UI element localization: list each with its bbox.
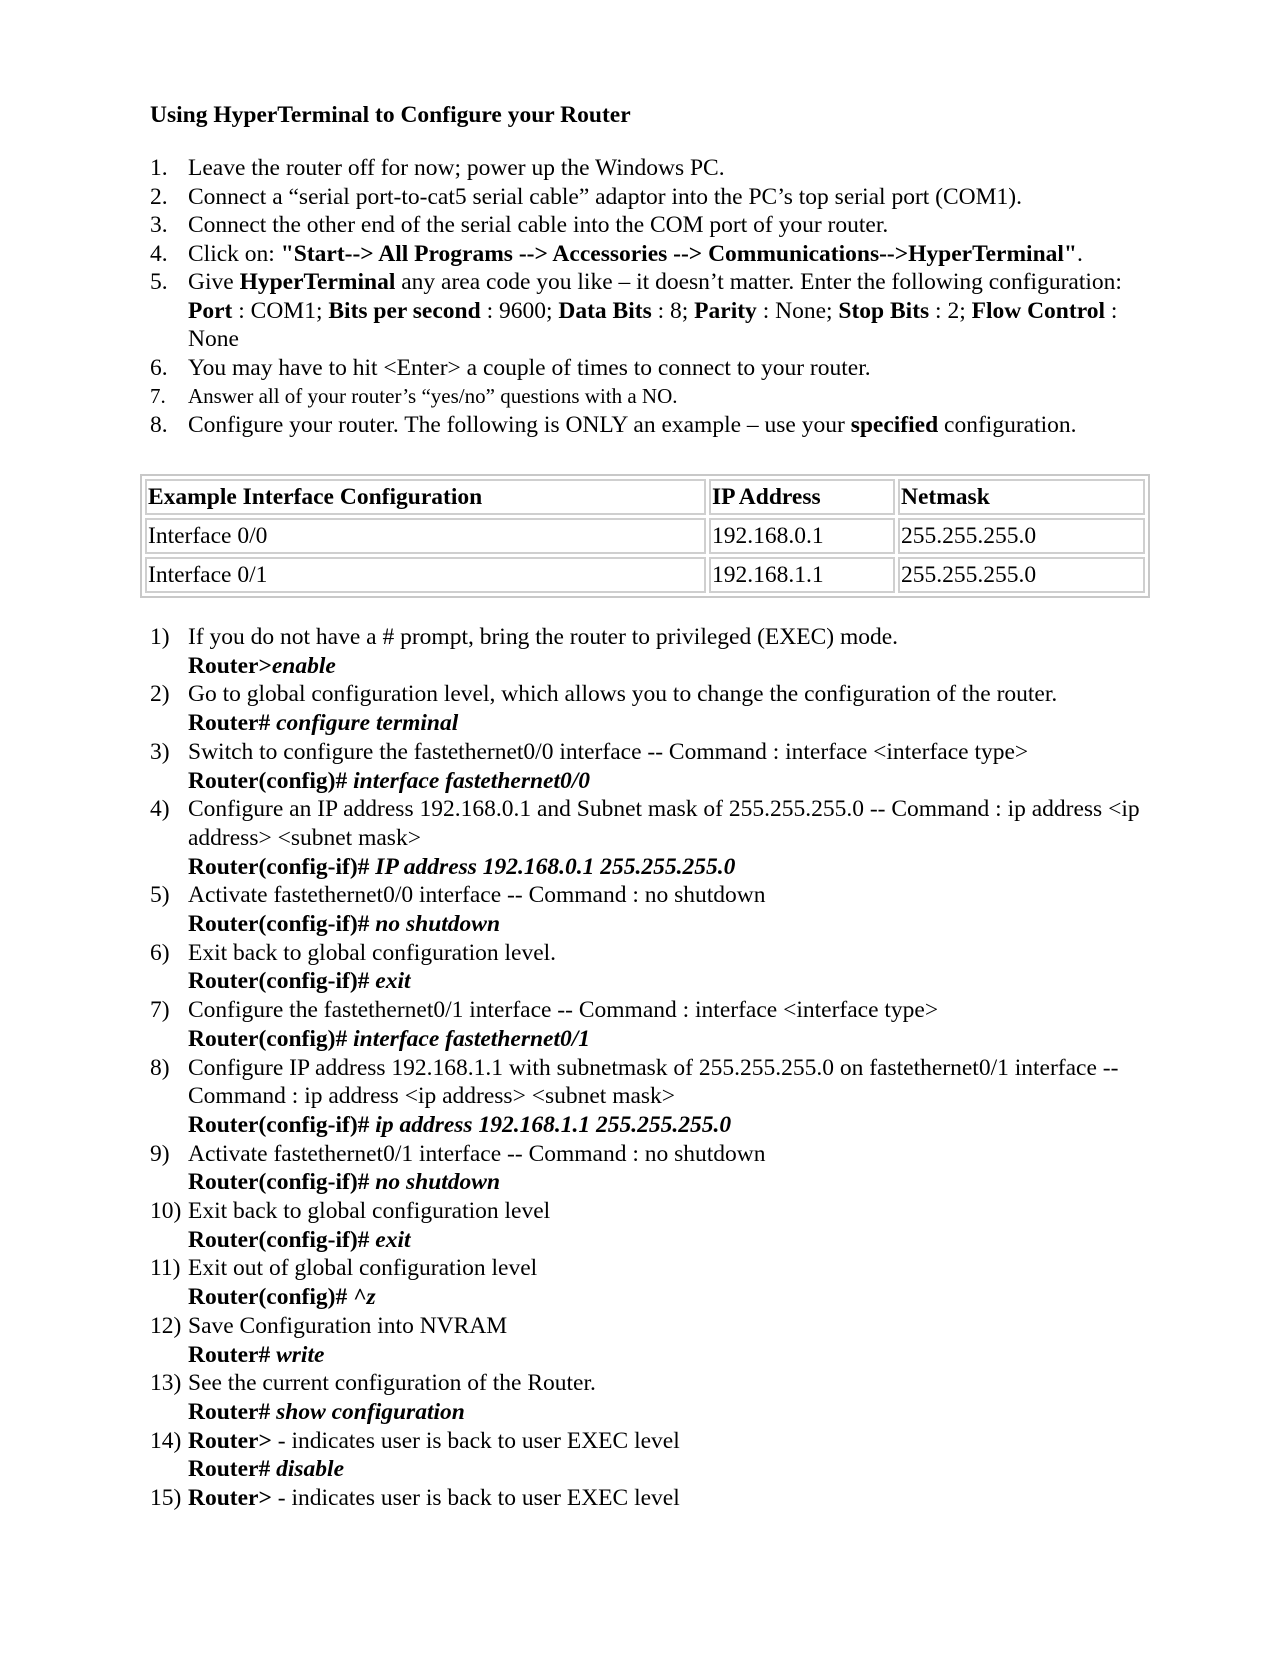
cli-command: Router(config-if)# exit xyxy=(188,968,411,995)
table-cell: Interface 0/0 xyxy=(145,518,706,554)
list-item: 3) Switch to configure the fastethernet0/0 interface -- Command : interface <interface type> Router(config)# interface fastethernet0/0 xyxy=(150,738,1150,795)
table-cell: Interface 0/1 xyxy=(145,557,706,593)
cli-command: Router>enable xyxy=(188,652,336,679)
list-item: 2. Connect a “serial port-to-cat5 serial cable” adaptor into the PC’s top serial port (COM1). xyxy=(150,183,1022,210)
list-item: 4. Click on: "Start--> All Programs --> Accessories --> Communications-->HyperTerminal". xyxy=(150,240,1083,267)
list-item: 5. Give HyperTerminal any area code you like – it doesn’t matter. Enter the following configuration: Port : COM1; Bits per second : 9600; Data Bits : 8; Parity : None; Stop Bits : 2; Flow Control : None xyxy=(150,269,1122,352)
table-cell: 192.168.1.1 xyxy=(709,557,895,593)
list-item: 5) Activate fastethernet0/0 interface -- Command : no shutdown Router(config-if)# no shutdown xyxy=(150,881,1150,938)
table-cell: 255.255.255.0 xyxy=(898,557,1145,593)
list-item: 11) Exit out of global configuration level Router(config)# ^z xyxy=(150,1254,1150,1311)
table-header-cell: IP Address xyxy=(709,479,895,515)
table-cell: 192.168.0.1 xyxy=(709,518,895,554)
cli-command: Router# configure terminal xyxy=(188,710,459,737)
cli-command: Router# show configuration xyxy=(188,1398,465,1425)
list-item: 7. Answer all of your router’s “yes/no” questions with a NO. xyxy=(150,384,678,408)
table-header-cell: Netmask xyxy=(898,479,1145,515)
cli-command: Router(config)# ^z xyxy=(188,1284,376,1311)
list-item: 9) Activate fastethernet0/1 interface -- Command : no shutdown Router(config-if)# no shutdown xyxy=(150,1140,1150,1197)
list-item: 12) Save Configuration into NVRAM Router# write xyxy=(150,1312,1150,1369)
cli-command: Router(config)# interface fastethernet0/1 xyxy=(188,1025,591,1052)
list-item: 8. Configure your router. The following is ONLY an example – use your specified configuration. xyxy=(150,411,1077,438)
list-item: 6) Exit back to global configuration level. Router(config-if)# exit xyxy=(150,939,1150,996)
document-page xyxy=(148,100,1150,1512)
cli-command: Router(config-if)# no shutdown xyxy=(188,1169,501,1196)
cli-command: Router(config-if)# exit xyxy=(188,1226,411,1253)
list-item: 3. Connect the other end of the serial cable into the COM port of your router. xyxy=(150,212,889,238)
table-cell: 255.255.255.0 xyxy=(898,518,1145,554)
cli-command: Router# disable xyxy=(188,1456,344,1483)
list-item: 4) Configure an IP address 192.168.0.1 and Subnet mask of 255.255.255.0 -- Command : ip address <ip address> <subnet mask> Router(config-if)# IP address 192.168.0.1 255.255.255.0 xyxy=(150,795,1150,881)
interface-config-table xyxy=(140,474,1150,598)
table-header-row xyxy=(145,479,1145,515)
list-item: 13) See the current configuration of the Router. Router# show configuration xyxy=(150,1369,1150,1426)
page-title: Using HyperTerminal to Configure your Router xyxy=(150,102,631,128)
list-item: 1) If you do not have a # prompt, bring the router to privileged (EXEC) mode. Router>enable xyxy=(150,623,1150,680)
table-row xyxy=(145,557,1145,593)
setup-steps-list xyxy=(150,154,1150,439)
list-item: 6. You may have to hit <Enter> a couple of times to connect to your router. xyxy=(150,354,871,381)
cli-command: Router(config-if)# IP address 192.168.0.1 255.255.255.0 xyxy=(188,853,736,880)
cli-command: Router(config-if)# no shutdown xyxy=(188,911,501,938)
list-item: 14) Router> - indicates user is back to user EXEC level Router# disable xyxy=(150,1427,1150,1484)
cli-command: Router(config-if)# ip address 192.168.1.1 255.255.255.0 xyxy=(188,1111,732,1138)
cli-command: Router(config)# interface fastethernet0/0 xyxy=(188,767,591,794)
table-header-cell: Example Interface Configuration xyxy=(145,479,706,515)
list-item: 8) Configure IP address 192.168.1.1 with subnetmask of 255.255.255.0 on fastethernet0/1 interface -- Command : ip address <ip address> <subnet mask> Router(config-if)# ip address 192.168.1.1 255.255.255.0 xyxy=(150,1054,1150,1140)
list-item: 15) Router> - indicates user is back to user EXEC level xyxy=(150,1485,680,1512)
table-row xyxy=(145,518,1145,554)
list-item: 1. Leave the router off for now; power up the Windows PC. xyxy=(150,155,725,181)
list-item: 10) Exit back to global configuration level Router(config-if)# exit xyxy=(150,1197,1150,1254)
list-item: 7) Configure the fastethernet0/1 interface -- Command : interface <interface type> Router(config)# interface fastethernet0/1 xyxy=(150,996,1150,1053)
command-steps-list xyxy=(150,623,1150,1513)
list-item: 2) Go to global configuration level, which allows you to change the configuration of the router. Router# configure terminal xyxy=(150,680,1150,737)
cli-command: Router# write xyxy=(188,1341,325,1368)
